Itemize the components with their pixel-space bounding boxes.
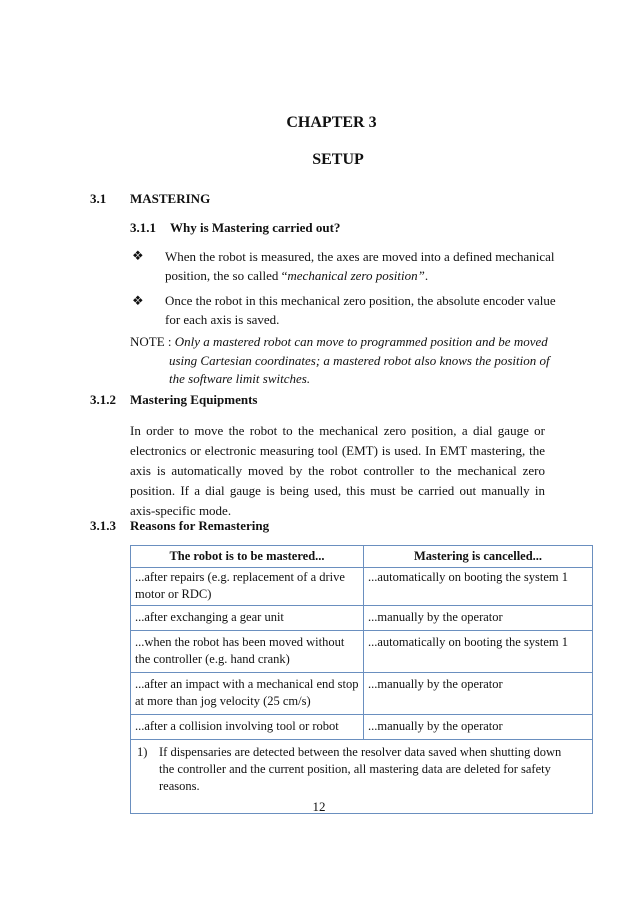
subsection-heading-why-mastering: Why is Mastering carried out? (170, 220, 341, 235)
table-row (131, 715, 593, 740)
section-number: 3.1 (90, 191, 107, 206)
chapter-heading: CHAPTER 3 (286, 114, 377, 131)
table-cell: ...manually by the operator (364, 673, 593, 715)
table-row (131, 568, 593, 606)
chapter-title: SETUP (312, 151, 364, 168)
subsection-number: 3.1.2 (90, 392, 116, 407)
section-heading-mastering: MASTERING (130, 191, 211, 206)
footnote-text: If dispensaries are detected between the resolver data saved when shutting down the controller and the current position, all mastering data are deleted for safety reasons. (159, 745, 562, 793)
paragraph-equipments: In order to move the robot to the mechanical zero position, a dial gauge or electronics or electronic measuring tool (EMT) is used. In EMT mastering, the axis is automatically moved by the robot controller to the mechanical zero position. If a dial gauge is being used, this must be carried out manually in axis-specific mode. (130, 423, 545, 518)
note-block (130, 333, 570, 389)
table-cell: ...manually by the operator (364, 715, 593, 740)
bullet-item (165, 247, 565, 285)
bullet-diamond-icon: ❖ (132, 248, 144, 263)
bullet-line: When the robot is measured, the axes are moved into a defined mechanical (165, 249, 555, 264)
page-number: 12 (312, 799, 326, 814)
table-header-row (131, 546, 593, 568)
note-label: NOTE : (130, 334, 175, 349)
bullet-item (165, 291, 565, 329)
table-cell: ...after an impact with a mechanical end stop at more than jog velocity (25 cm/s) (131, 673, 364, 715)
table-row (131, 631, 593, 673)
subsection-heading-remastering: Reasons for Remastering (130, 518, 270, 533)
note-text: the software limit switches. (169, 371, 311, 386)
subsection-heading-equipments: Mastering Equipments (130, 392, 258, 407)
note-text: Only a mastered robot can move to programmed position and be moved (174, 334, 548, 349)
remastering-table (130, 545, 593, 814)
bullet-diamond-icon: ❖ (132, 293, 144, 308)
table-cell: ...manually by the operator (364, 606, 593, 631)
note-text: using Cartesian coordinates; a mastered robot also knows the position of (169, 352, 550, 368)
bullet-line: Once the robot in this mechanical zero position, the absolute encoder value (165, 293, 556, 308)
table-header: The robot is to be mastered... (131, 546, 364, 568)
table-cell: ...automatically on booting the system 1 (364, 568, 593, 606)
table-cell: ...when the robot has been moved without the controller (e.g. hand crank) (131, 631, 364, 673)
table-row (131, 606, 593, 631)
footnote-number: 1) (137, 745, 148, 759)
table-header: Mastering is cancelled... (364, 546, 593, 568)
subsection-number: 3.1.1 (130, 220, 156, 235)
bullet-line: for each axis is saved. (165, 312, 280, 327)
subsection-number: 3.1.3 (90, 518, 116, 533)
table-cell: ...after repairs (e.g. replacement of a drive motor or RDC) (131, 568, 364, 606)
table-cell: ...after exchanging a gear unit (131, 606, 364, 631)
table-cell: ...after a collision involving tool or robot (131, 715, 364, 740)
table-row (131, 673, 593, 715)
table-cell: ...automatically on booting the system 1 (364, 631, 593, 673)
bullet-line: position, the so called “mechanical zero position”. (165, 268, 429, 283)
